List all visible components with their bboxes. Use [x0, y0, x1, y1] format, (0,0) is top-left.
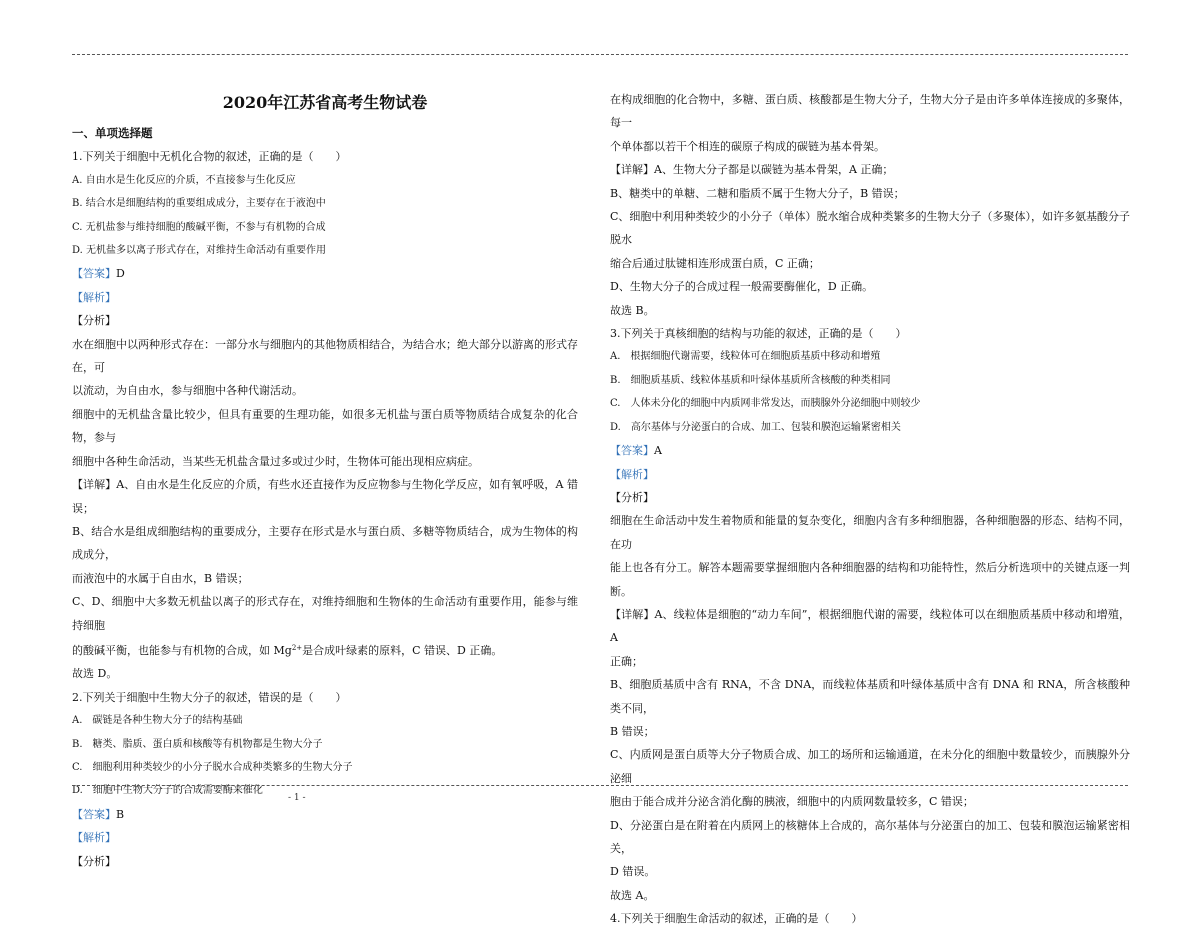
q1-analysis-line: 细胞中各种生命活动，当某些无机盐含量过多或过少时，生物体可能出现相应病症。: [72, 454, 479, 468]
q1-analysis-line: 以流动，为自由水，参与细胞中各种代谢活动。: [72, 384, 303, 398]
q2-detail-line: 【详解】A、生物大分子都是以碳链为基本骨架，A 正确；: [610, 163, 894, 177]
answer-value: D: [116, 267, 125, 281]
superscript: 2+: [291, 643, 303, 652]
q1-option-b: B. 结合水是细胞结构的重要组成成分，主要存在于液泡中: [72, 198, 326, 210]
q3-option-c: C. 人体未分化的细胞中内质网非常发达，而胰腺外分泌细胞中则较少: [610, 398, 921, 410]
q2-detail-line: C、细胞中利用种类较少的小分子（单体）脱水缩合成种类繁多的生物大分子（多聚体），如许多氨基酸分子脱水: [610, 210, 1130, 247]
answer-value: B: [116, 807, 125, 821]
q1-option-c: C. 无机盐参与维持细胞的酸碱平衡，不参与有机物的合成: [72, 221, 326, 233]
right-column: [610, 88, 1130, 931]
q2-stem: 2.下列关于细胞中生物大分子的叙述，错误的是（ ）: [72, 690, 347, 704]
q2-detail-line: B、糖类中的单糖、二糖和脂质不属于生物大分子，B 错误；: [610, 186, 905, 200]
left-column: [72, 88, 578, 873]
q1-detail-line: 而液泡中的水属于自由水，B 错误；: [72, 571, 249, 585]
detail-text: 的酸碱平衡，也能参与有机物的合成，如 Mg: [72, 643, 292, 657]
q2-analysis-line: 个单体都以若干个相连的碳原子构成的碳链为基本骨架。: [610, 139, 885, 153]
q2-detail-line: 缩合后通过肽键相连形成蛋白质，C 正确；: [610, 256, 820, 270]
q1-fenxi: 【分析】: [72, 314, 116, 328]
q2-answer: [72, 803, 578, 826]
q3-fenxi: 【分析】: [610, 490, 654, 504]
q2-jiexi: 【解析】: [72, 831, 116, 845]
q3-option-b: B. 细胞质基质、线粒体基质和叶绿体基质所含核酸的种类相同: [610, 374, 891, 386]
q3-analysis-line: 能上也各有分工。解答本题需要掌握细胞内各种细胞器的结构和功能特性，然后分析选项中的关键点逐一判断。: [610, 561, 1130, 598]
q2-option-c: C. 细胞利用种类较少的小分子脱水合成种类繁多的生物大分子: [72, 761, 353, 773]
q4-stem: 4.下列关于细胞生命活动的叙述，正确的是（ ）: [610, 912, 863, 926]
q1-detail-line: 【详解】A、自由水是生化反应的介质，有些水还直接作为反应物参与生物化学反应，如有氧呼吸，A 错误；: [72, 478, 578, 515]
q3-detail-line: B 错误；: [610, 724, 655, 738]
answer-value: A: [654, 444, 662, 458]
q1-detail-line: C、D、细胞中大多数无机盐以离子的形式存在，对维持细胞和生物体的生命活动有重要作用，能参与维持细胞: [72, 595, 578, 632]
header-rule: [72, 54, 1128, 55]
q1-option-d: D. 无机盐多以离子形式存在，对维持生命活动有重要作用: [72, 245, 327, 257]
detail-text: 是合成叶绿素的原料，C 错误、D 正确。: [302, 643, 503, 657]
q2-analysis-line: 在构成细胞的化合物中，多糖、蛋白质、核酸都是生物大分子，生物大分子是由许多单体连接成的多聚体，每一: [610, 93, 1130, 130]
q1-detail-line: B、结合水是组成细胞结构的重要成分，主要存在形式是水与蛋白质、多糖等物质结合，成为生物体的构成成分，: [72, 524, 578, 562]
q1-stem: 1.下列关于细胞中无机化合物的叙述，正确的是（ ）: [72, 150, 347, 164]
answer-tag: 【答案】: [610, 444, 654, 458]
q1-analysis-line: 水在细胞中以两种形式存在：一部分水与细胞内的其他物质相结合，为结合水；绝大部分以游离的形式存在，可: [72, 337, 578, 375]
q3-detail-line: 【详解】A、线粒体是细胞的“动力车间”，根据细胞代谢的需要，线粒体可以在细胞质基质中移动和增殖，A: [610, 607, 1130, 645]
q1-jiexi: 【解析】: [72, 290, 116, 304]
q2-detail-line: D、生物大分子的合成过程一般需要酶催化，D 正确。: [610, 280, 874, 294]
q1-analysis-line: 细胞中的无机盐含量比较少，但具有重要的生理功能，如很多无机盐与蛋白质等物质结合成复杂的化合物，参与: [72, 407, 578, 445]
q3-analysis-line: 细胞在生命活动中发生着物质和能量的复杂变化，细胞内含有多种细胞器，各种细胞器的形态、结构不同，在功: [610, 514, 1130, 551]
q3-detail-line: B、细胞质基质中含有 RNA，不含 DNA，而线粒体基质和叶绿体基质中含有 DNA 和 RNA，所含核酸种类不同，: [610, 678, 1130, 715]
page-number: - 1 -: [288, 793, 306, 803]
q3-jiexi: 【解析】: [610, 467, 654, 481]
q3-detail-line: D 错误。: [610, 865, 656, 879]
q3-conclusion: 故选 A。: [610, 888, 655, 902]
q2-conclusion: 故选 B。: [610, 303, 655, 317]
q3-answer: [610, 439, 1130, 462]
q1-answer: [72, 262, 578, 285]
q1-conclusion: 故选 D。: [72, 667, 118, 681]
q3-detail-line: 胞由于能合成并分泌含消化酶的胰液，细胞中的内质网数量较多，C 错误；: [610, 795, 974, 809]
q2-option-d: D. 细胞中生物大分子的合成需要酶来催化: [72, 785, 263, 797]
q2-option-a: A. 碳链是各种生物大分子的结构基础: [72, 715, 243, 727]
q3-detail-line: C、内质网是蛋白质等大分子物质合成、加工的场所和运输通道，在未分化的细胞中数量较少，而胰腺外分泌细: [610, 748, 1130, 785]
q3-option-d: D. 高尔基体与分泌蛋白的合成、加工、包装和膜泡运输紧密相关: [610, 421, 901, 433]
answer-tag: 【答案】: [72, 267, 116, 281]
q1-option-a: A. 自由水是生化反应的介质，不直接参与生化反应: [72, 174, 296, 186]
footer-rule: [72, 785, 1128, 786]
section-heading: 一、单项选择题: [72, 126, 153, 140]
q3-detail-line: D、分泌蛋白是在附着在内质网上的核糖体上合成的，高尔基体与分泌蛋白的加工、包装和膜泡运输紧密相关，: [610, 818, 1130, 855]
q3-option-a: A. 根据细胞代谢需要，线粒体可在细胞质基质中移动和增殖: [610, 351, 881, 363]
answer-tag: 【答案】: [72, 807, 116, 821]
page-title: 2020年江苏省高考生物试卷: [222, 93, 428, 112]
q3-stem: 3.下列关于真核细胞的结构与功能的叙述，正确的是（ ）: [610, 327, 907, 341]
q2-option-b: B. 糖类、脂质、蛋白质和核酸等有机物都是生物大分子: [72, 738, 323, 750]
q2-fenxi: 【分析】: [72, 854, 116, 868]
q3-detail-line: 正确；: [610, 654, 643, 668]
q1-detail-line: [72, 637, 578, 662]
